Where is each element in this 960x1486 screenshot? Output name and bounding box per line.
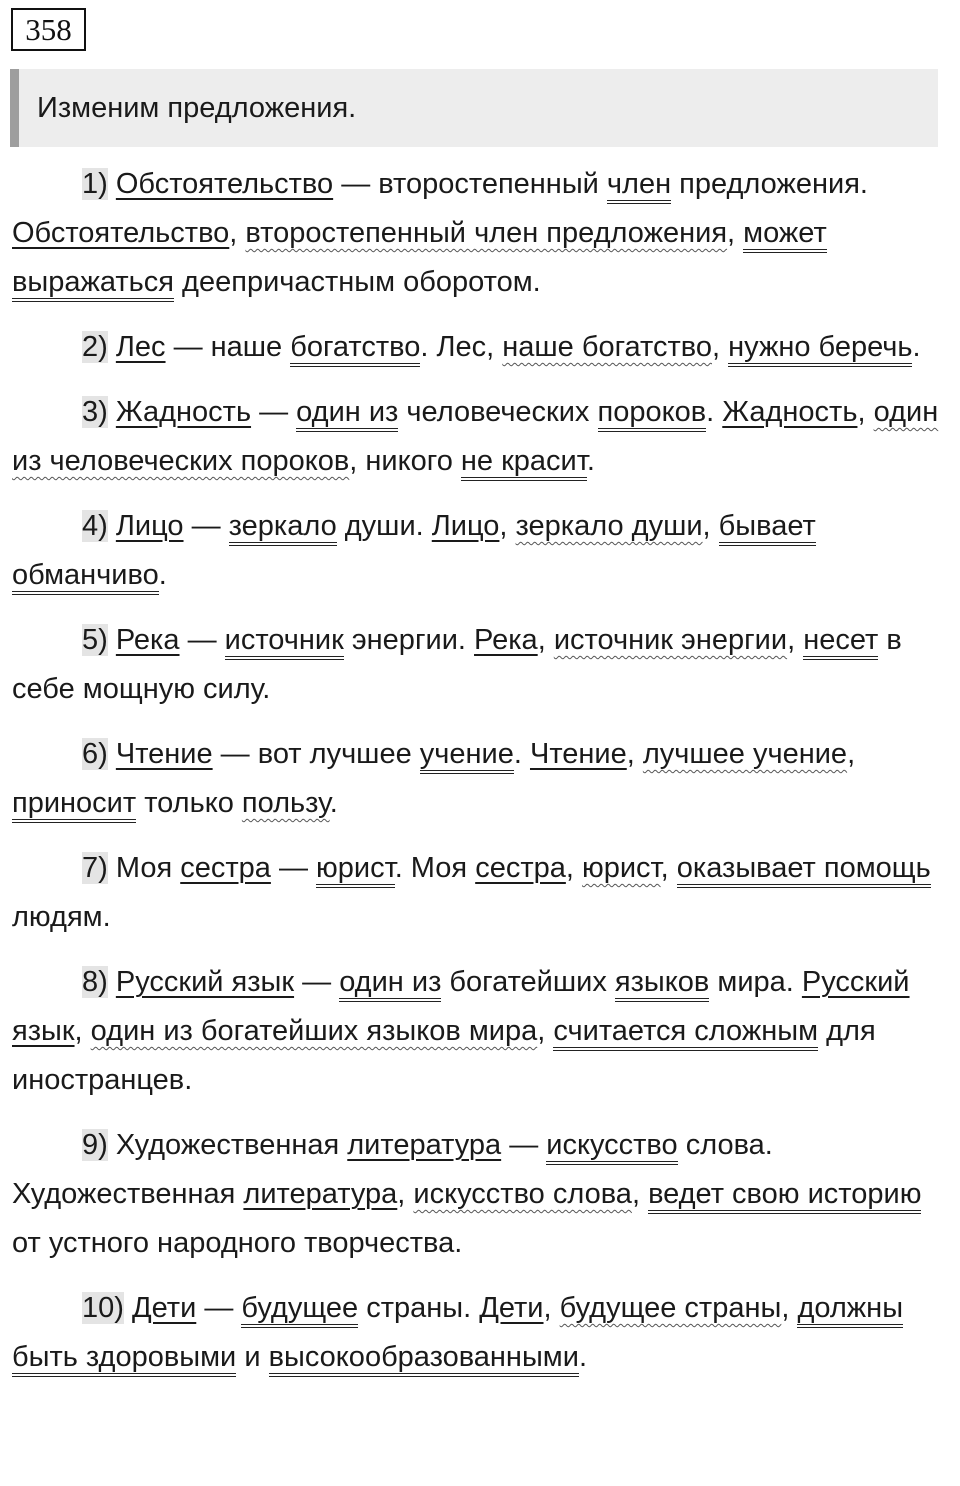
subject-word: Жадность — [115, 396, 252, 428]
text-segment: страны. — [358, 1292, 480, 1324]
text-segment: , — [229, 217, 246, 249]
sentence-item — [12, 616, 952, 714]
sentence-item — [12, 1284, 952, 1382]
text-segment: , — [727, 217, 744, 249]
text-segment: , — [397, 1178, 414, 1210]
predicate-word: высокообразованными — [269, 1341, 579, 1377]
text-segment: души. — [336, 510, 432, 542]
subject-word: Река — [474, 624, 538, 656]
subject-word: литература — [347, 1129, 502, 1161]
predicate-word: бывает обманчиво — [12, 510, 816, 595]
subject-word: Обстоятельство — [12, 217, 230, 249]
text-segment: — вот лучшее — [212, 738, 420, 770]
text-segment: , — [565, 852, 582, 884]
subject-word: Дети — [479, 1292, 544, 1324]
subject-word: Лицо — [115, 510, 184, 542]
text-segment: , — [631, 1178, 649, 1210]
text-segment: , — [537, 1015, 554, 1047]
predicate-word: считается сложным — [553, 1015, 818, 1051]
text-segment: — — [294, 966, 340, 998]
text-segment: , — [537, 624, 554, 656]
item-number: 3) — [82, 396, 108, 428]
text-segment: — — [501, 1129, 547, 1161]
subject-word: Дети — [131, 1292, 197, 1324]
subject-word: сестра — [180, 852, 271, 884]
subject-word: Русский язык — [115, 966, 295, 998]
text-segment: — — [183, 510, 229, 542]
sentence-item — [12, 1121, 952, 1268]
text-segment: предложения. — [671, 168, 868, 200]
text-segment: слова. Художественная — [12, 1129, 773, 1210]
sentence-item — [12, 730, 952, 828]
text-segment: Художественная — [115, 1129, 348, 1161]
text-segment: . Лес, — [420, 331, 503, 363]
predicate-word: нужно беречь — [728, 331, 912, 367]
sentence-item — [12, 502, 952, 600]
item-number: 4) — [82, 510, 108, 542]
appositive-phrase: источник энергии — [553, 624, 788, 656]
text-segment: . — [158, 559, 167, 591]
predicate-word: приносит — [12, 787, 136, 823]
task-number: 358 — [11, 8, 86, 51]
text-segment: , — [74, 1015, 91, 1047]
item-number: 9) — [82, 1129, 108, 1161]
text-segment: энергии. — [343, 624, 475, 656]
predicate-word: пороков — [598, 396, 707, 432]
predicate-word: член — [607, 168, 671, 204]
subject-word: Чтение — [529, 738, 627, 770]
text-segment: для иностранцев. — [12, 1015, 876, 1096]
predicate-word: зеркало — [229, 510, 337, 546]
appositive-phrase: один из человеческих пороков — [12, 396, 939, 477]
text-segment: и — [236, 1341, 269, 1373]
text-segment: , — [660, 852, 677, 884]
text-segment: — — [270, 852, 317, 884]
text-segment: человеческих — [398, 396, 598, 428]
text-segment: от устного народного творчества. — [12, 1227, 463, 1259]
text-segment: , никого — [349, 445, 461, 477]
text-segment: только — [136, 787, 242, 819]
predicate-word: один из — [296, 396, 398, 432]
appositive-phrase: один из богатейших языков мира — [90, 1015, 538, 1047]
text-segment: . — [706, 396, 723, 428]
subject-word: сестра — [475, 852, 566, 884]
item-number: 7) — [82, 852, 108, 884]
predicate-word: оказывает помощь — [677, 852, 931, 888]
predicate-word: языков — [615, 966, 709, 1002]
text-segment: , — [626, 738, 643, 770]
text-segment: . — [586, 445, 595, 477]
sentence-item — [12, 388, 952, 486]
subject-word: Русский язык — [12, 966, 910, 1047]
text-segment: . — [329, 787, 338, 819]
section-header-text: Изменим предложения. — [37, 92, 357, 124]
text-segment: . — [578, 1341, 587, 1373]
section-header — [10, 69, 938, 147]
appositive-phrase: наше богатство — [502, 331, 712, 363]
predicate-word: не красит — [461, 445, 587, 481]
item-number: 10) — [82, 1292, 124, 1324]
text-segment: деепричастным оборотом. — [174, 266, 541, 298]
predicate-word: источник — [225, 624, 344, 660]
item-number: 6) — [82, 738, 108, 770]
appositive-phrase: пользу — [241, 787, 330, 819]
subject-word: Чтение — [115, 738, 213, 770]
sentence-item — [12, 160, 952, 307]
text-segment: . — [912, 331, 921, 363]
subject-word: Река — [115, 624, 180, 656]
text-segment: — — [179, 624, 225, 656]
item-number: 5) — [82, 624, 108, 656]
subject-word: Обстоятельство — [115, 168, 334, 200]
predicate-word: юрист — [316, 852, 395, 888]
appositive-phrase: второстепенный член предложения — [245, 217, 728, 249]
text-segment: , — [711, 331, 729, 363]
text-segment: , — [499, 510, 516, 542]
appositive-phrase: искусство слова — [413, 1178, 632, 1210]
predicate-word: ведет свою историю — [648, 1178, 921, 1214]
text-segment: , — [543, 1292, 560, 1324]
appositive-phrase: лучшее учение — [642, 738, 848, 770]
appositive-phrase: будущее страны — [559, 1292, 782, 1324]
text-segment: — — [251, 396, 297, 428]
appositive-phrase: юрист — [581, 852, 661, 884]
subject-word: Лицо — [431, 510, 500, 542]
text-segment: . Моя — [394, 852, 476, 884]
item-number: 2) — [82, 331, 108, 363]
appositive-phrase: зеркало души — [515, 510, 703, 542]
predicate-word: один из — [339, 966, 441, 1002]
text-segment: , — [702, 510, 719, 542]
predicate-word: учение — [420, 738, 514, 774]
text-segment: богатейших — [441, 966, 615, 998]
predicate-word: может выражаться — [12, 217, 827, 302]
subject-word: литература — [243, 1178, 398, 1210]
text-segment: людям. — [12, 901, 111, 933]
text-segment: , — [781, 1292, 798, 1324]
text-segment: , — [857, 396, 874, 428]
subject-word: Жадность — [722, 396, 858, 428]
exercise-content — [12, 160, 952, 1398]
text-segment: в себе мощную силу. — [12, 624, 902, 705]
item-number: 8) — [82, 966, 108, 998]
predicate-word: богатство — [290, 331, 420, 367]
sentence-item — [12, 323, 952, 372]
item-number: 1) — [82, 168, 108, 200]
sentence-item — [12, 958, 952, 1105]
text-segment: — второстепенный — [333, 168, 607, 200]
predicate-word: несет — [803, 624, 878, 660]
text-segment: , — [787, 624, 804, 656]
text-segment: Моя — [115, 852, 181, 884]
text-segment: , — [847, 738, 856, 770]
text-segment: — наше — [165, 331, 291, 363]
sentence-item — [12, 844, 952, 942]
text-segment: — — [196, 1292, 242, 1324]
subject-word: Лес — [115, 331, 166, 363]
predicate-word: должны быть здоровыми — [12, 1292, 903, 1377]
text-segment: . — [513, 738, 530, 770]
predicate-word: будущее — [241, 1292, 358, 1328]
text-segment: мира. — [709, 966, 802, 998]
predicate-word: искусство — [546, 1129, 677, 1165]
